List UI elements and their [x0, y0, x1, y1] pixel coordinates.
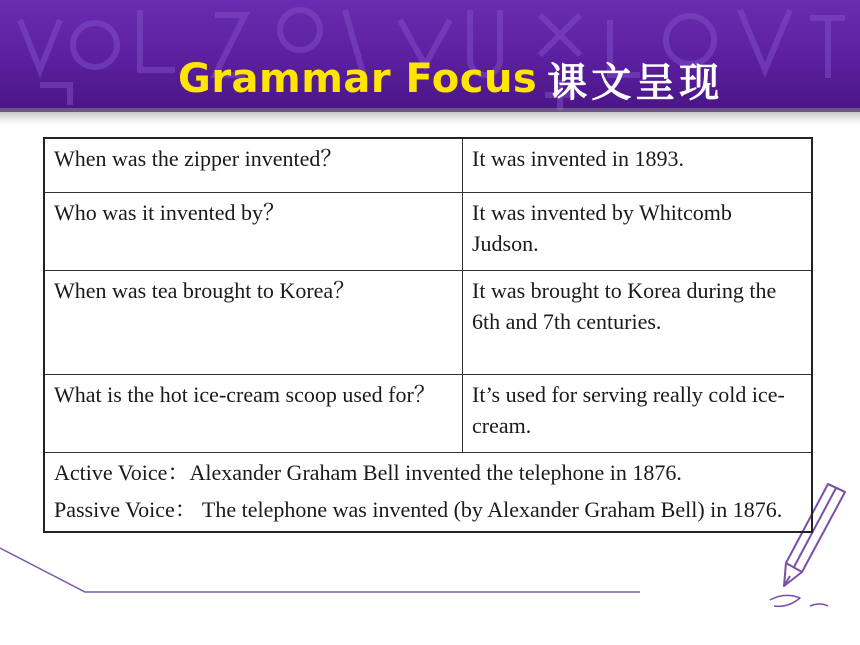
table-row: [44, 193, 812, 271]
grammar-table: [43, 137, 813, 533]
header-banner: [0, 0, 860, 112]
answer-cell: It was invented in 1893.: [463, 138, 813, 193]
voice-examples-cell: [44, 453, 812, 533]
question-cell: What is the hot ice-cream scoop used for？: [44, 375, 463, 453]
table-row: [44, 271, 812, 375]
title-chinese: 课文呈现: [547, 59, 724, 106]
answer-cell: It was invented by Whitcomb Judson.: [463, 193, 813, 271]
question-cell: When was the zipper invented？: [44, 138, 463, 193]
question-cell: When was tea brought to Korea？: [44, 271, 463, 375]
answer-cell: It was brought to Korea during the 6th and 7th centuries.: [463, 271, 813, 375]
active-voice-text: Active Voice：Alexander Graham Bell invented the telephone in 1876.: [54, 460, 682, 485]
table-row: [44, 453, 812, 533]
table-row: [44, 138, 812, 193]
title-english: Grammar Focus: [178, 56, 538, 102]
answer-cell: It’s used for serving really cold ice-cream.: [463, 375, 813, 453]
passive-voice-text: Passive Voice： The telephone was invented (by Alexander Graham Bell) in 1876.: [54, 497, 783, 522]
table-row: [44, 375, 812, 453]
question-cell: Who was it invented by？: [44, 193, 463, 271]
banner-strip: [0, 112, 860, 126]
page-title: [178, 54, 723, 104]
